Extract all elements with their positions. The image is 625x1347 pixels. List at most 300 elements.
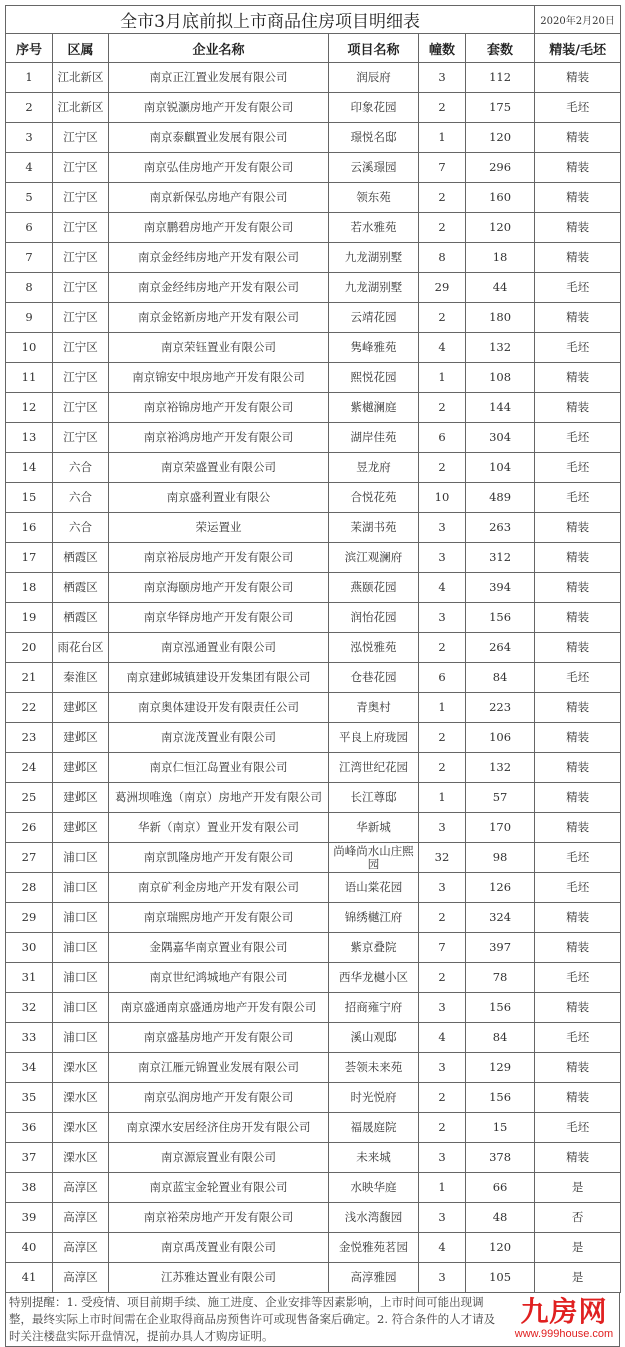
cell-district: 六合 (53, 483, 109, 513)
cell-buildings: 2 (419, 453, 466, 483)
cell-project: 未来城 (329, 1143, 419, 1173)
cell-index: 2 (6, 93, 53, 123)
cell-company: 南京华铎房地产开发有限公司 (109, 603, 329, 633)
cell-district: 建邺区 (53, 813, 109, 843)
cell-project: 长江尊邸 (329, 783, 419, 813)
cell-units: 296 (466, 153, 535, 183)
table-row (6, 603, 621, 633)
table-row (6, 1173, 621, 1203)
cell-district: 浦口区 (53, 933, 109, 963)
cell-units: 44 (466, 273, 535, 303)
cell-project: 语山棠花园 (329, 873, 419, 903)
cell-units: 304 (466, 423, 535, 453)
cell-buildings: 4 (419, 1233, 466, 1263)
cell-units: 66 (466, 1173, 535, 1203)
cell-finish: 精装 (535, 303, 621, 333)
cell-buildings: 3 (419, 513, 466, 543)
cell-finish: 精装 (535, 693, 621, 723)
cell-units: 324 (466, 903, 535, 933)
cell-buildings: 4 (419, 333, 466, 363)
project-table-sheet (5, 5, 620, 1347)
cell-company: 南京盛利置业有限公 (109, 483, 329, 513)
cell-company: 金隅嘉华南京置业有限公司 (109, 933, 329, 963)
cell-finish: 精装 (535, 573, 621, 603)
cell-finish: 是 (535, 1233, 621, 1263)
table-body (6, 63, 621, 1293)
cell-project: 印象花园 (329, 93, 419, 123)
cell-buildings: 2 (419, 303, 466, 333)
cell-district: 建邺区 (53, 693, 109, 723)
cell-company: 南京新保弘房地产有限公司 (109, 183, 329, 213)
cell-index: 31 (6, 963, 53, 993)
cell-project: 溪山观邸 (329, 1023, 419, 1053)
cell-units: 84 (466, 663, 535, 693)
cell-buildings: 2 (419, 183, 466, 213)
cell-project: 水映华庭 (329, 1173, 419, 1203)
cell-district: 溧水区 (53, 1053, 109, 1083)
watermark-url: www.999house.com (514, 1328, 614, 1340)
table-row (6, 1233, 621, 1263)
cell-index: 9 (6, 303, 53, 333)
cell-project: 江湾世纪花园 (329, 753, 419, 783)
cell-project: 茉湖书苑 (329, 513, 419, 543)
table-row (6, 573, 621, 603)
cell-units: 106 (466, 723, 535, 753)
cell-company: 荣运置业 (109, 513, 329, 543)
cell-finish: 精装 (535, 903, 621, 933)
cell-index: 41 (6, 1263, 53, 1293)
cell-company: 南京蓝宝金轮置业有限公司 (109, 1173, 329, 1203)
cell-district: 栖霞区 (53, 573, 109, 603)
cell-district: 江宁区 (53, 153, 109, 183)
cell-buildings: 3 (419, 63, 466, 93)
watermark-logo-text: 九房网 (520, 1295, 608, 1328)
cell-project: 滨江观澜府 (329, 543, 419, 573)
cell-units: 489 (466, 483, 535, 513)
table-row (6, 663, 621, 693)
cell-index: 39 (6, 1203, 53, 1233)
cell-district: 六合 (53, 453, 109, 483)
table-row (6, 933, 621, 963)
cell-project: 湖岸佳苑 (329, 423, 419, 453)
cell-units: 132 (466, 753, 535, 783)
cell-district: 江宁区 (53, 333, 109, 363)
cell-buildings: 2 (419, 963, 466, 993)
cell-units: 264 (466, 633, 535, 663)
table-row (6, 873, 621, 903)
cell-index: 20 (6, 633, 53, 663)
cell-finish: 精装 (535, 363, 621, 393)
cell-buildings: 2 (419, 633, 466, 663)
cell-finish: 精装 (535, 513, 621, 543)
table-row (6, 63, 621, 93)
cell-finish: 毛坯 (535, 873, 621, 903)
cell-buildings: 2 (419, 93, 466, 123)
cell-district: 溧水区 (53, 1143, 109, 1173)
cell-finish: 精装 (535, 153, 621, 183)
cell-units: 129 (466, 1053, 535, 1083)
cell-index: 40 (6, 1233, 53, 1263)
cell-finish: 精装 (535, 933, 621, 963)
cell-company: 南京鹏碧房地产开发有限公司 (109, 213, 329, 243)
title-row (6, 6, 621, 34)
cell-district: 浦口区 (53, 843, 109, 873)
table-row (6, 1023, 621, 1053)
cell-index: 18 (6, 573, 53, 603)
cell-project: 若水雅苑 (329, 213, 419, 243)
cell-company: 南京溧水安居经济住房开发有限公司 (109, 1113, 329, 1143)
cell-buildings: 2 (419, 723, 466, 753)
cell-district: 浦口区 (53, 963, 109, 993)
cell-company: 南京弘润房地产开发有限公司 (109, 1083, 329, 1113)
cell-district: 雨花台区 (53, 633, 109, 663)
cell-company: 南京泓通置业有限公司 (109, 633, 329, 663)
table-row (6, 123, 621, 153)
cell-finish: 毛坯 (535, 1023, 621, 1053)
cell-project: 平良上府珑园 (329, 723, 419, 753)
cell-units: 98 (466, 843, 535, 873)
cell-company: 南京金经纬房地产开发有限公司 (109, 243, 329, 273)
table-row (6, 1143, 621, 1173)
cell-finish: 毛坯 (535, 663, 621, 693)
cell-finish: 精装 (535, 993, 621, 1023)
cell-units: 223 (466, 693, 535, 723)
cell-units: 132 (466, 333, 535, 363)
cell-buildings: 1 (419, 123, 466, 153)
cell-buildings: 32 (419, 843, 466, 873)
cell-company: 南京金铭新房地产开发有限公司 (109, 303, 329, 333)
cell-units: 126 (466, 873, 535, 903)
cell-finish: 否 (535, 1203, 621, 1233)
cell-index: 30 (6, 933, 53, 963)
table-row (6, 213, 621, 243)
header-project: 项目名称 (329, 34, 419, 63)
cell-finish: 精装 (535, 633, 621, 663)
cell-units: 57 (466, 783, 535, 813)
cell-district: 江宁区 (53, 393, 109, 423)
cell-district: 江宁区 (53, 213, 109, 243)
cell-units: 120 (466, 123, 535, 153)
cell-buildings: 2 (419, 753, 466, 783)
table-row (6, 273, 621, 303)
cell-company: 南京禹茂置业有限公司 (109, 1233, 329, 1263)
table-row (6, 153, 621, 183)
cell-project: 泓悦雅苑 (329, 633, 419, 663)
cell-project: 燕颐花园 (329, 573, 419, 603)
cell-buildings: 2 (419, 213, 466, 243)
cell-buildings: 1 (419, 1173, 466, 1203)
cell-company: 南京弘佳房地产开发有限公司 (109, 153, 329, 183)
watermark-logo (512, 1294, 616, 1340)
table-row (6, 783, 621, 813)
cell-project: 合悦花苑 (329, 483, 419, 513)
cell-finish: 精装 (535, 1143, 621, 1173)
cell-project: 西华龙樾小区 (329, 963, 419, 993)
cell-project: 高淳雅园 (329, 1263, 419, 1293)
table-row (6, 183, 621, 213)
cell-district: 浦口区 (53, 873, 109, 903)
table-row (6, 693, 621, 723)
table-row (6, 843, 621, 873)
cell-company: 南京荣盛置业有限公司 (109, 453, 329, 483)
cell-company: 南京裕辰房地产开发有限公司 (109, 543, 329, 573)
cell-units: 156 (466, 1083, 535, 1113)
cell-company: 南京泰麒置业发展有限公司 (109, 123, 329, 153)
cell-index: 34 (6, 1053, 53, 1083)
table-row (6, 1113, 621, 1143)
cell-index: 27 (6, 843, 53, 873)
header-finish: 精装/毛坯 (535, 34, 621, 63)
table-row (6, 333, 621, 363)
cell-company: 南京源宸置业有限公司 (109, 1143, 329, 1173)
cell-buildings: 2 (419, 1113, 466, 1143)
cell-company: 南京凯隆房地产开发有限公司 (109, 843, 329, 873)
table-row (6, 903, 621, 933)
cell-finish: 毛坯 (535, 333, 621, 363)
cell-units: 180 (466, 303, 535, 333)
cell-district: 江北新区 (53, 63, 109, 93)
cell-finish: 精装 (535, 243, 621, 273)
cell-district: 栖霞区 (53, 543, 109, 573)
cell-units: 112 (466, 63, 535, 93)
header-company: 企业名称 (109, 34, 329, 63)
table-row (6, 423, 621, 453)
cell-index: 14 (6, 453, 53, 483)
footer (5, 1293, 620, 1347)
cell-company: 南京奥体建设开发有限责任公司 (109, 693, 329, 723)
table-row (6, 453, 621, 483)
table-row (6, 813, 621, 843)
cell-buildings: 29 (419, 273, 466, 303)
table-row (6, 993, 621, 1023)
cell-units: 263 (466, 513, 535, 543)
cell-buildings: 4 (419, 573, 466, 603)
cell-company: 南京矿利金房地产开发有限公司 (109, 873, 329, 903)
cell-project: 云靖花园 (329, 303, 419, 333)
cell-company: 南京泷茂置业有限公司 (109, 723, 329, 753)
cell-district: 浦口区 (53, 1023, 109, 1053)
cell-company: 南京瑞熙房地产开发有限公司 (109, 903, 329, 933)
cell-company: 南京裕鸿房地产开发有限公司 (109, 423, 329, 453)
table-row (6, 1053, 621, 1083)
cell-buildings: 7 (419, 933, 466, 963)
cell-district: 高淳区 (53, 1173, 109, 1203)
table-row (6, 1203, 621, 1233)
cell-district: 高淳区 (53, 1233, 109, 1263)
table-row (6, 363, 621, 393)
cell-company: 南京建邺城镇建设开发集团有限公司 (109, 663, 329, 693)
cell-index: 28 (6, 873, 53, 903)
cell-index: 36 (6, 1113, 53, 1143)
header-units: 套数 (466, 34, 535, 63)
cell-finish: 精装 (535, 183, 621, 213)
cell-project: 时光悦府 (329, 1083, 419, 1113)
cell-index: 5 (6, 183, 53, 213)
cell-company: 南京锦安中垠房地产开发有限公司 (109, 363, 329, 393)
cell-finish: 精装 (535, 543, 621, 573)
cell-buildings: 3 (419, 1263, 466, 1293)
cell-index: 38 (6, 1173, 53, 1203)
cell-district: 江宁区 (53, 303, 109, 333)
cell-company: 华新（南京）置业开发有限公司 (109, 813, 329, 843)
cell-project: 金悦雅苑茗园 (329, 1233, 419, 1263)
cell-district: 六合 (53, 513, 109, 543)
cell-project: 荟领未来苑 (329, 1053, 419, 1083)
cell-district: 建邺区 (53, 723, 109, 753)
cell-buildings: 3 (419, 1143, 466, 1173)
cell-finish: 毛坯 (535, 963, 621, 993)
cell-project: 领东苑 (329, 183, 419, 213)
cell-finish: 精装 (535, 123, 621, 153)
cell-units: 18 (466, 243, 535, 273)
cell-units: 312 (466, 543, 535, 573)
cell-index: 19 (6, 603, 53, 633)
cell-finish: 精装 (535, 723, 621, 753)
cell-index: 15 (6, 483, 53, 513)
cell-index: 13 (6, 423, 53, 453)
cell-district: 栖霞区 (53, 603, 109, 633)
table-row (6, 1263, 621, 1293)
cell-index: 16 (6, 513, 53, 543)
cell-project: 紫樾澜庭 (329, 393, 419, 423)
cell-company: 南京盛基房地产开发有限公司 (109, 1023, 329, 1053)
table-date: 2020年2月20日 (535, 6, 621, 34)
cell-units: 48 (466, 1203, 535, 1233)
cell-buildings: 3 (419, 813, 466, 843)
cell-index: 23 (6, 723, 53, 753)
cell-finish: 精装 (535, 63, 621, 93)
cell-buildings: 1 (419, 783, 466, 813)
cell-index: 21 (6, 663, 53, 693)
cell-finish: 精装 (535, 813, 621, 843)
cell-project: 青奥村 (329, 693, 419, 723)
cell-index: 22 (6, 693, 53, 723)
cell-units: 394 (466, 573, 535, 603)
cell-index: 7 (6, 243, 53, 273)
cell-project: 九龙湖别墅 (329, 273, 419, 303)
cell-index: 8 (6, 273, 53, 303)
cell-district: 高淳区 (53, 1203, 109, 1233)
cell-index: 25 (6, 783, 53, 813)
cell-project: 尚峰尚水山庄熙园 (329, 843, 419, 873)
cell-district: 江宁区 (53, 243, 109, 273)
table-title: 全市3月底前拟上市商品住房项目明细表 (6, 6, 535, 34)
cell-finish: 毛坯 (535, 453, 621, 483)
cell-units: 78 (466, 963, 535, 993)
cell-buildings: 7 (419, 153, 466, 183)
cell-index: 32 (6, 993, 53, 1023)
cell-company: 南京盛通南京盛通房地产开发有限公司 (109, 993, 329, 1023)
cell-district: 江宁区 (53, 363, 109, 393)
table-row (6, 243, 621, 273)
cell-units: 105 (466, 1263, 535, 1293)
cell-index: 37 (6, 1143, 53, 1173)
cell-index: 11 (6, 363, 53, 393)
cell-finish: 毛坯 (535, 843, 621, 873)
cell-buildings: 3 (419, 603, 466, 633)
cell-index: 6 (6, 213, 53, 243)
cell-project: 润怡花园 (329, 603, 419, 633)
cell-district: 溧水区 (53, 1083, 109, 1113)
cell-buildings: 6 (419, 663, 466, 693)
cell-units: 397 (466, 933, 535, 963)
cell-index: 35 (6, 1083, 53, 1113)
cell-district: 江宁区 (53, 423, 109, 453)
cell-finish: 毛坯 (535, 273, 621, 303)
cell-company: 葛洲坝唯逸（南京）房地产开发有限公司 (109, 783, 329, 813)
cell-buildings: 3 (419, 1053, 466, 1083)
header-row (6, 34, 621, 63)
table-row (6, 513, 621, 543)
cell-finish: 是 (535, 1263, 621, 1293)
cell-company: 江苏雅达置业有限公司 (109, 1263, 329, 1293)
cell-district: 浦口区 (53, 903, 109, 933)
cell-units: 120 (466, 1233, 535, 1263)
cell-project: 福晟庭院 (329, 1113, 419, 1143)
cell-project: 招商雍宁府 (329, 993, 419, 1023)
cell-finish: 毛坯 (535, 1113, 621, 1143)
table-row (6, 723, 621, 753)
cell-index: 29 (6, 903, 53, 933)
cell-finish: 精装 (535, 393, 621, 423)
cell-buildings: 6 (419, 423, 466, 453)
cell-finish: 精装 (535, 603, 621, 633)
cell-buildings: 3 (419, 1203, 466, 1233)
cell-finish: 毛坯 (535, 93, 621, 123)
cell-district: 江北新区 (53, 93, 109, 123)
table-row (6, 963, 621, 993)
cell-finish: 精装 (535, 753, 621, 783)
cell-project: 昱龙府 (329, 453, 419, 483)
cell-company: 南京仁恒江岛置业有限公司 (109, 753, 329, 783)
cell-finish: 是 (535, 1173, 621, 1203)
cell-district: 秦淮区 (53, 663, 109, 693)
cell-district: 高淳区 (53, 1263, 109, 1293)
cell-buildings: 1 (419, 363, 466, 393)
cell-units: 378 (466, 1143, 535, 1173)
table-row (6, 753, 621, 783)
cell-finish: 精装 (535, 1053, 621, 1083)
cell-company: 南京江雁元锦置业发展有限公司 (109, 1053, 329, 1083)
cell-buildings: 2 (419, 1083, 466, 1113)
header-district: 区属 (53, 34, 109, 63)
cell-index: 1 (6, 63, 53, 93)
header-buildings: 幢数 (419, 34, 466, 63)
cell-company: 南京世纪鸿城地产有限公司 (109, 963, 329, 993)
cell-project: 润辰府 (329, 63, 419, 93)
cell-company: 南京金经纬房地产开发有限公司 (109, 273, 329, 303)
cell-company: 南京荣钰置业有限公司 (109, 333, 329, 363)
footer-note: 特别提醒：1. 受疫情、项目前期手续、施工进度、企业安排等因素影响，上市时间可能出现调整，最终实际上市时间需在企业取得商品房预售许可或现售备案后确定。2. 符合条件的人才请及时关注楼盘实际开盘情况，提前办具人才购房证明。 (9, 1295, 496, 1343)
cell-finish: 毛坯 (535, 423, 621, 453)
cell-finish: 精装 (535, 1083, 621, 1113)
cell-district: 浦口区 (53, 993, 109, 1023)
cell-company: 南京海颐房地产开发有限公司 (109, 573, 329, 603)
cell-finish: 精装 (535, 783, 621, 813)
cell-buildings: 3 (419, 873, 466, 903)
cell-units: 156 (466, 603, 535, 633)
cell-units: 160 (466, 183, 535, 213)
cell-project: 云溪璟园 (329, 153, 419, 183)
cell-units: 170 (466, 813, 535, 843)
cell-index: 3 (6, 123, 53, 153)
cell-company: 南京裕荣房地产开发有限公司 (109, 1203, 329, 1233)
cell-project: 隽峰雅苑 (329, 333, 419, 363)
cell-project: 熙悦花园 (329, 363, 419, 393)
cell-project: 浅水湾馥园 (329, 1203, 419, 1233)
cell-index: 17 (6, 543, 53, 573)
cell-project: 紫京叠院 (329, 933, 419, 963)
